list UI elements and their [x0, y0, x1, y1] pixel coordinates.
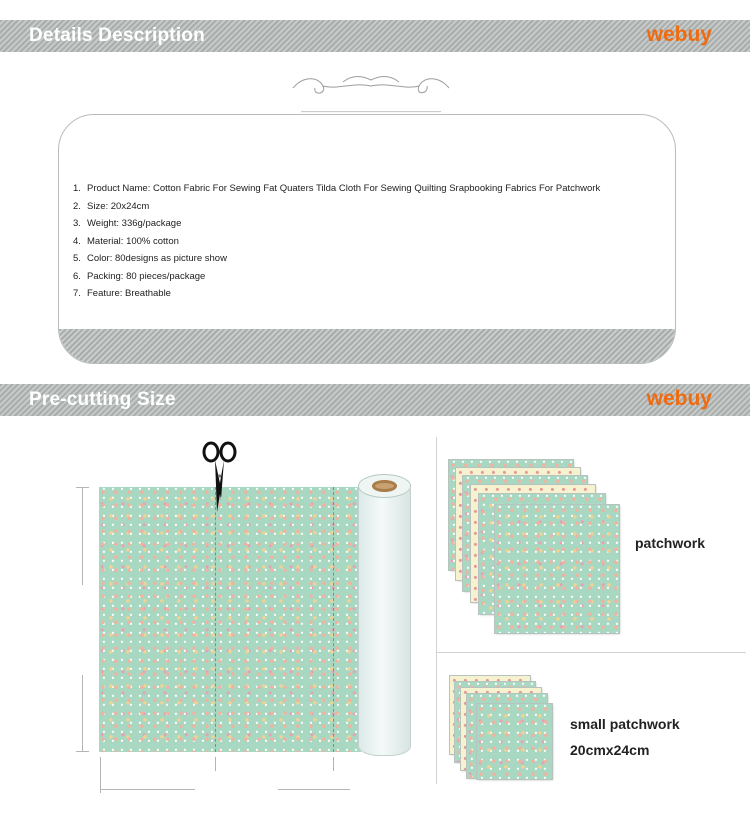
cut-line-1: [215, 487, 216, 752]
brand-logo-text: webuy: [646, 23, 712, 46]
small-patchwork-size: 20cmx24cm: [570, 742, 650, 758]
fabric-sheet: [99, 487, 361, 752]
details-title: Details Description: [29, 25, 205, 46]
spec-item-material: 4. Material: 100% cotton: [73, 235, 179, 247]
dimension-tick: [215, 757, 216, 771]
cut-line-2: [333, 487, 334, 752]
dimension-line-bottom-2: [278, 789, 350, 790]
roll-core: [372, 480, 397, 492]
fabric-piece-front: [495, 505, 619, 633]
fabric-piece-front: [477, 704, 552, 779]
dimension-tick-bottom: [76, 751, 89, 752]
precut-banner: [0, 384, 750, 416]
spec-item-packing: 6. Packing: 80 pieces/package: [73, 270, 206, 282]
dimension-tick: [100, 757, 101, 793]
patchwork-label: patchwork: [635, 535, 706, 551]
brand-logo-text: webuy: [646, 387, 712, 410]
dimension-gap: [78, 585, 87, 675]
dimension-tick: [333, 757, 334, 771]
precut-title: Pre-cutting Size: [29, 389, 176, 410]
dimension-tick-top: [76, 487, 89, 488]
panel-divider-horizontal: [436, 652, 746, 653]
spec-item-size: 2. Size: 20x24cm: [73, 200, 150, 212]
spec-item-color: 5. Color: 80designs as picture show: [73, 253, 227, 264]
spec-item-weight: 3. Weight: 336g/package: [73, 218, 182, 229]
card-stripe-decoration: [59, 329, 675, 363]
spec-item-feature: 7. Feature: Breathable: [73, 288, 171, 299]
spec-list: [73, 183, 600, 306]
details-banner: [0, 20, 750, 52]
dimension-line-bottom-1: [100, 789, 195, 790]
spec-item-product-name: 1. Product Name: Cotton Fabric For Sewing Fat Quaters Tilda Cloth For Sewing Quilting Srapbooking Fabrics For Patchwork: [73, 183, 601, 194]
scissors-icon: [200, 440, 240, 516]
fabric-roll-icon: [358, 480, 411, 756]
small-patchwork-label: small patchwork: [570, 716, 680, 732]
panel-divider-vertical: [436, 437, 437, 784]
